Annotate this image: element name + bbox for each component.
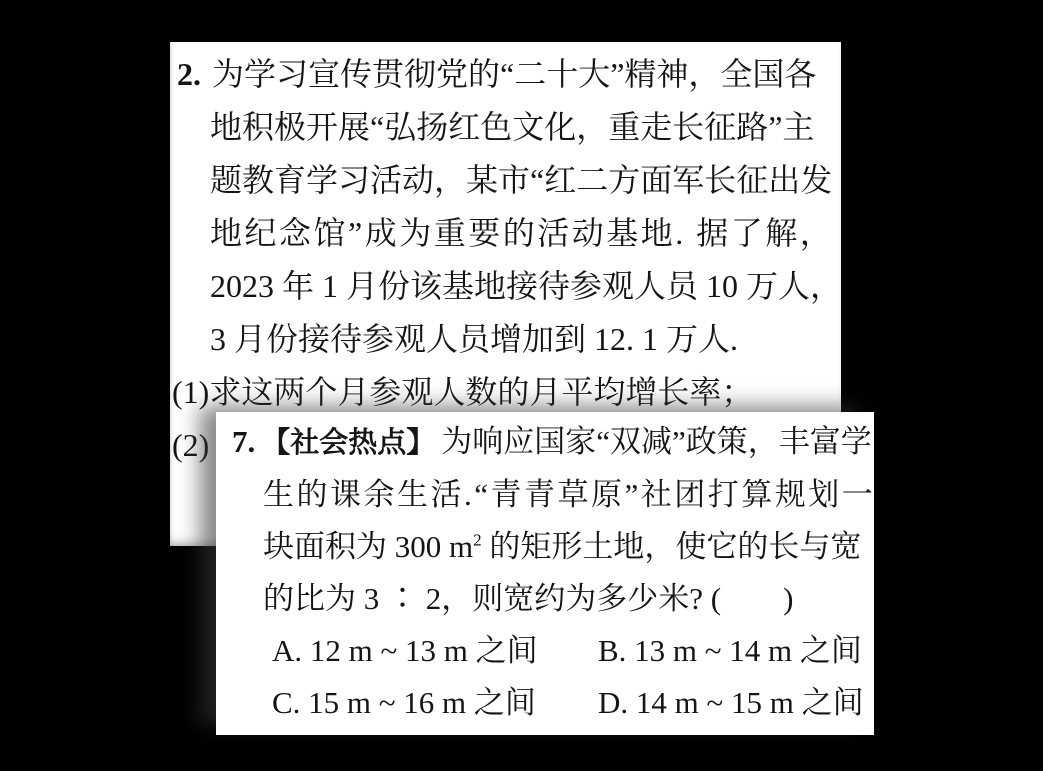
question-2-line [177, 48, 841, 101]
question-7-line [263, 521, 874, 573]
question-7-options-row [272, 677, 874, 729]
question-7-line [232, 416, 874, 469]
question-2-line: 2023 年 1 月份该基地接待参观人员 10 万人， [210, 268, 843, 304]
question-2-line: 3 月份接待参观人员增加到 12. 1 万人. [210, 321, 739, 357]
option-c: C. 15 m ~ 16 m 之间 [272, 685, 536, 720]
question-7-topic-tag: 【社会热点】 [261, 427, 436, 459]
question-2-part-2: (2) [172, 427, 210, 463]
question-7-line: 的比为 3 ∶ 2，则宽约为多少米? ( ) [263, 581, 794, 616]
question-2-part-1: (1)求这两个月参观人数的月平均增长率； [172, 374, 754, 410]
question-2-line: 题教育学习活动，某市“红二方面军长征出发 [210, 162, 833, 198]
question-2-text: 为学习宣传贯彻党的“二十大”精神，全国各 [212, 56, 817, 92]
square-superscript: 2 [473, 530, 482, 550]
question-2-line: 地积极开展“弘扬红色文化，重走长征路”主 [210, 109, 815, 145]
question-7-line: 生的课余生活.“青青草原”社团打算规划一 [263, 477, 876, 512]
option-d: D. 14 m ~ 15 m 之间 [598, 685, 864, 720]
question-2-number: 2. [177, 56, 201, 92]
question-7-text: 块面积为 300 m [263, 529, 474, 564]
question-2-line: 地纪念馆”成为重要的活动基地. 据了解， [210, 215, 835, 251]
question-7-options-row [272, 625, 874, 677]
question-7-text: 的矩形土地，使它的长与宽 [481, 529, 862, 564]
option-b: B. 13 m ~ 14 m 之间 [598, 633, 862, 668]
question-7-text: 为响应国家“双减”政策，丰富学 [441, 424, 872, 459]
question-7-card [216, 412, 874, 735]
question-7-number: 7. [232, 424, 256, 459]
option-a: A. 12 m ~ 13 m 之间 [272, 633, 538, 668]
